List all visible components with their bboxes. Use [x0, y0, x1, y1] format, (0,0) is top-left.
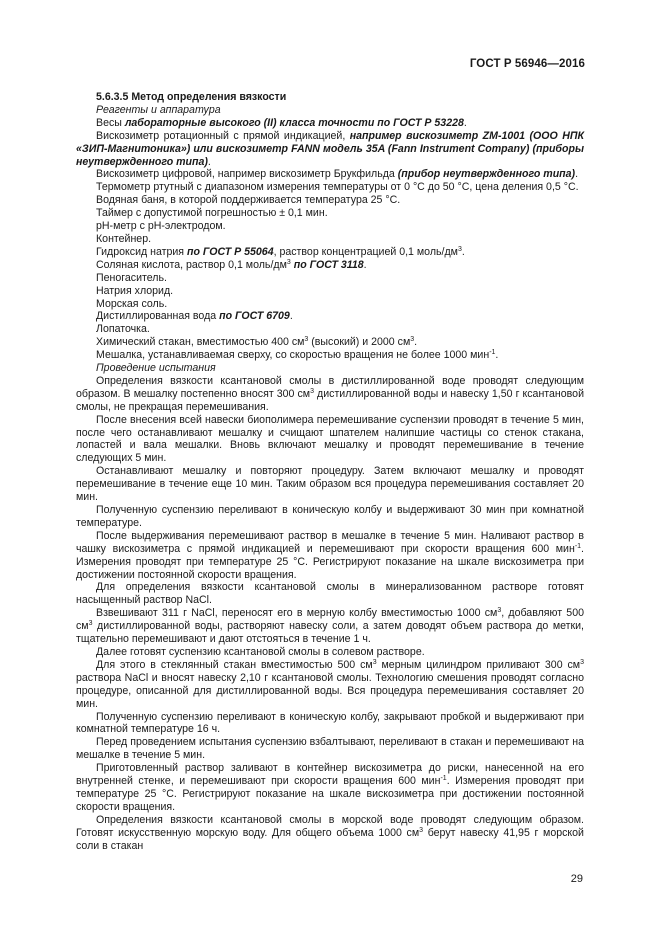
paragraph: Определения вязкости ксантановой смолы в дистиллированной воде проводят следующим образом. В мешалку постепенно вносят 300 $см^3$ дистиллированной воды и навеску 1,50 г ксантановой смолы, не прекращая перемешивания. [76, 374, 584, 413]
paragraph: После внесения всей навески биополимера перемешивание суспензии проводят в течение 5 мин, после чего останавливают мешалку и счищают шпателем налипшие частицы со стенок стакана, лопастей и вала мешалки. Вновь включают мешалку и проводят перемешивание в течение следующих 5 мин. [76, 413, 584, 465]
paragraph: Полученную суспензию переливают в коническую колбу, закрывают пробкой и выдерживают при комнатной температуре 16 ч. [76, 710, 584, 736]
list-item: Вискозиметр ротационный с прямой индикацией, например вискозиметр ZM-1001 (ООО НПК «ЗИП-Магнитоника») или вискозиметр FANN модель 35A (Fann Instrument Company) (приборы неутвержденного типа). [76, 129, 584, 168]
paragraph: Для этого в стеклянный стакан вместимостью 500 $см^3$ мерным цилиндром приливают 300 $см^3$ раствора NaCl и вносят навеску 2,10 г ксантановой смолы. Технологию смешения проводят согласно процедуре, описанной для дистиллированной воды. Вся процедура перемешивания составляет 20 мин. [76, 658, 584, 710]
list-item: Лопаточка. [96, 323, 150, 336]
subheading-reagents: Реагенты и аппаратура [96, 103, 221, 116]
list-item: Весы лабораторные высокого (II) класса точности по ГОСТ Р 53228. [96, 116, 467, 129]
section-title: 5.6.3.5 Метод определения вязкости [96, 91, 287, 103]
paragraph: После выдерживания перемешивают раствор в мешалке в течение 5 мин. Наливают раствор в чашку вискозиметра с прямой индикацией и перемешивают при скорости вращения 600 мин$^{-1}$. Измерения проводят при температуре 25 °С. Регистрируют показание на шкале вискозиметра при достижении постоянной скорости вращения. [76, 529, 584, 581]
document-code-header: ГОСТ Р 56946—2016 [469, 58, 585, 70]
paragraph: Для определения вязкости ксантановой смолы в минерализованном растворе готовят насыщенный раствор NaCl. [76, 581, 584, 607]
list-item: Таймер с допустимой погрешностью ± 0,1 мин. [96, 207, 328, 220]
list-item: Вискозиметр цифровой, например вискозиметр Брукфильда (прибор неутвержденного типа). [96, 168, 579, 181]
paragraph: Останавливают мешалку и повторяют процедуру. Затем включают мешалку и проводят перемешивание в течение еще 10 мин. Таким образом вся процедура перемешивания составляет 20 мин. [76, 465, 584, 504]
document-body [76, 91, 584, 852]
paragraph: Далее готовят суспензию ксантановой смолы в солевом растворе. [96, 645, 425, 658]
list-item: Дистиллированная вода по ГОСТ 6709. [96, 310, 293, 323]
list-item: Пеногаситель. [96, 271, 167, 284]
list-item: Морская соль. [96, 297, 168, 310]
list-item: Химический стакан, вместимостью 400 $см^3$ (высокий) и 2000 $см^3$. [96, 336, 418, 349]
list-item: Натрия хлорид. [96, 284, 174, 297]
list-item: Термометр ртутный с диапазоном измерения температуры от 0 °С до 50 °С, цена деления 0,5 °С. [96, 181, 579, 194]
page-number: 29 [570, 873, 583, 885]
paragraph: Приготовленный раствор заливают в контейнер вискозиметра до риски, нанесенной на его внутренней стенке, и перемешивают при скорости вращения 600 мин$^{-1}$. Измерения проводят при температуре 25 °С. Регистрируют показание на шкале вискозиметра при достижении постоянной скорости вращения. [76, 762, 584, 813]
list-item: Соляная кислота, раствор 0,1 моль/$дм^3$ по ГОСТ 3118. [96, 258, 367, 271]
list-item: Водяная баня, в которой поддерживается температура 25 °С. [96, 194, 401, 207]
paragraph: Определения вязкости ксантановой смолы в морской воде проводят следующим образом. Готовят искусственную морскую воду. Для общего объема 1000 $см^3$ берут навеску 41,95 г морской соли в стакан [76, 813, 584, 852]
paragraph: Перед проведением испытания суспензию взбалтывают, переливают в стакан и перемешивают на мешалке в течение 5 мин. [76, 736, 584, 762]
list-item: Мешалка, устанавливаемая сверху, со скоростью вращения не более 1000 мин$^{-1}$. [96, 349, 499, 362]
subheading-test-procedure: Проведение испытания [96, 362, 216, 375]
paragraph: Полученную суспензию переливают в коническую колбу и выдерживают 30 мин при комнатной температуре. [76, 504, 584, 529]
list-item: Контейнер. [96, 232, 152, 245]
paragraph: Взвешивают 311 г NaCl, переносят его в мерную колбу вместимостью 1000 $см^3$, добавляют 500 $см^3$ дистиллированной воды, растворяют навеску соли, а затем доводят объем раствора до метки, тщательно перемешивают и дают отстояться в течение 1 ч. [76, 607, 584, 646]
list-item: pH-метр с pH-электродом. [96, 220, 226, 233]
list-item: Гидроксид натрия по ГОСТ Р 55064, раствор концентрацией 0,1 моль/$дм^3$. [96, 245, 465, 258]
